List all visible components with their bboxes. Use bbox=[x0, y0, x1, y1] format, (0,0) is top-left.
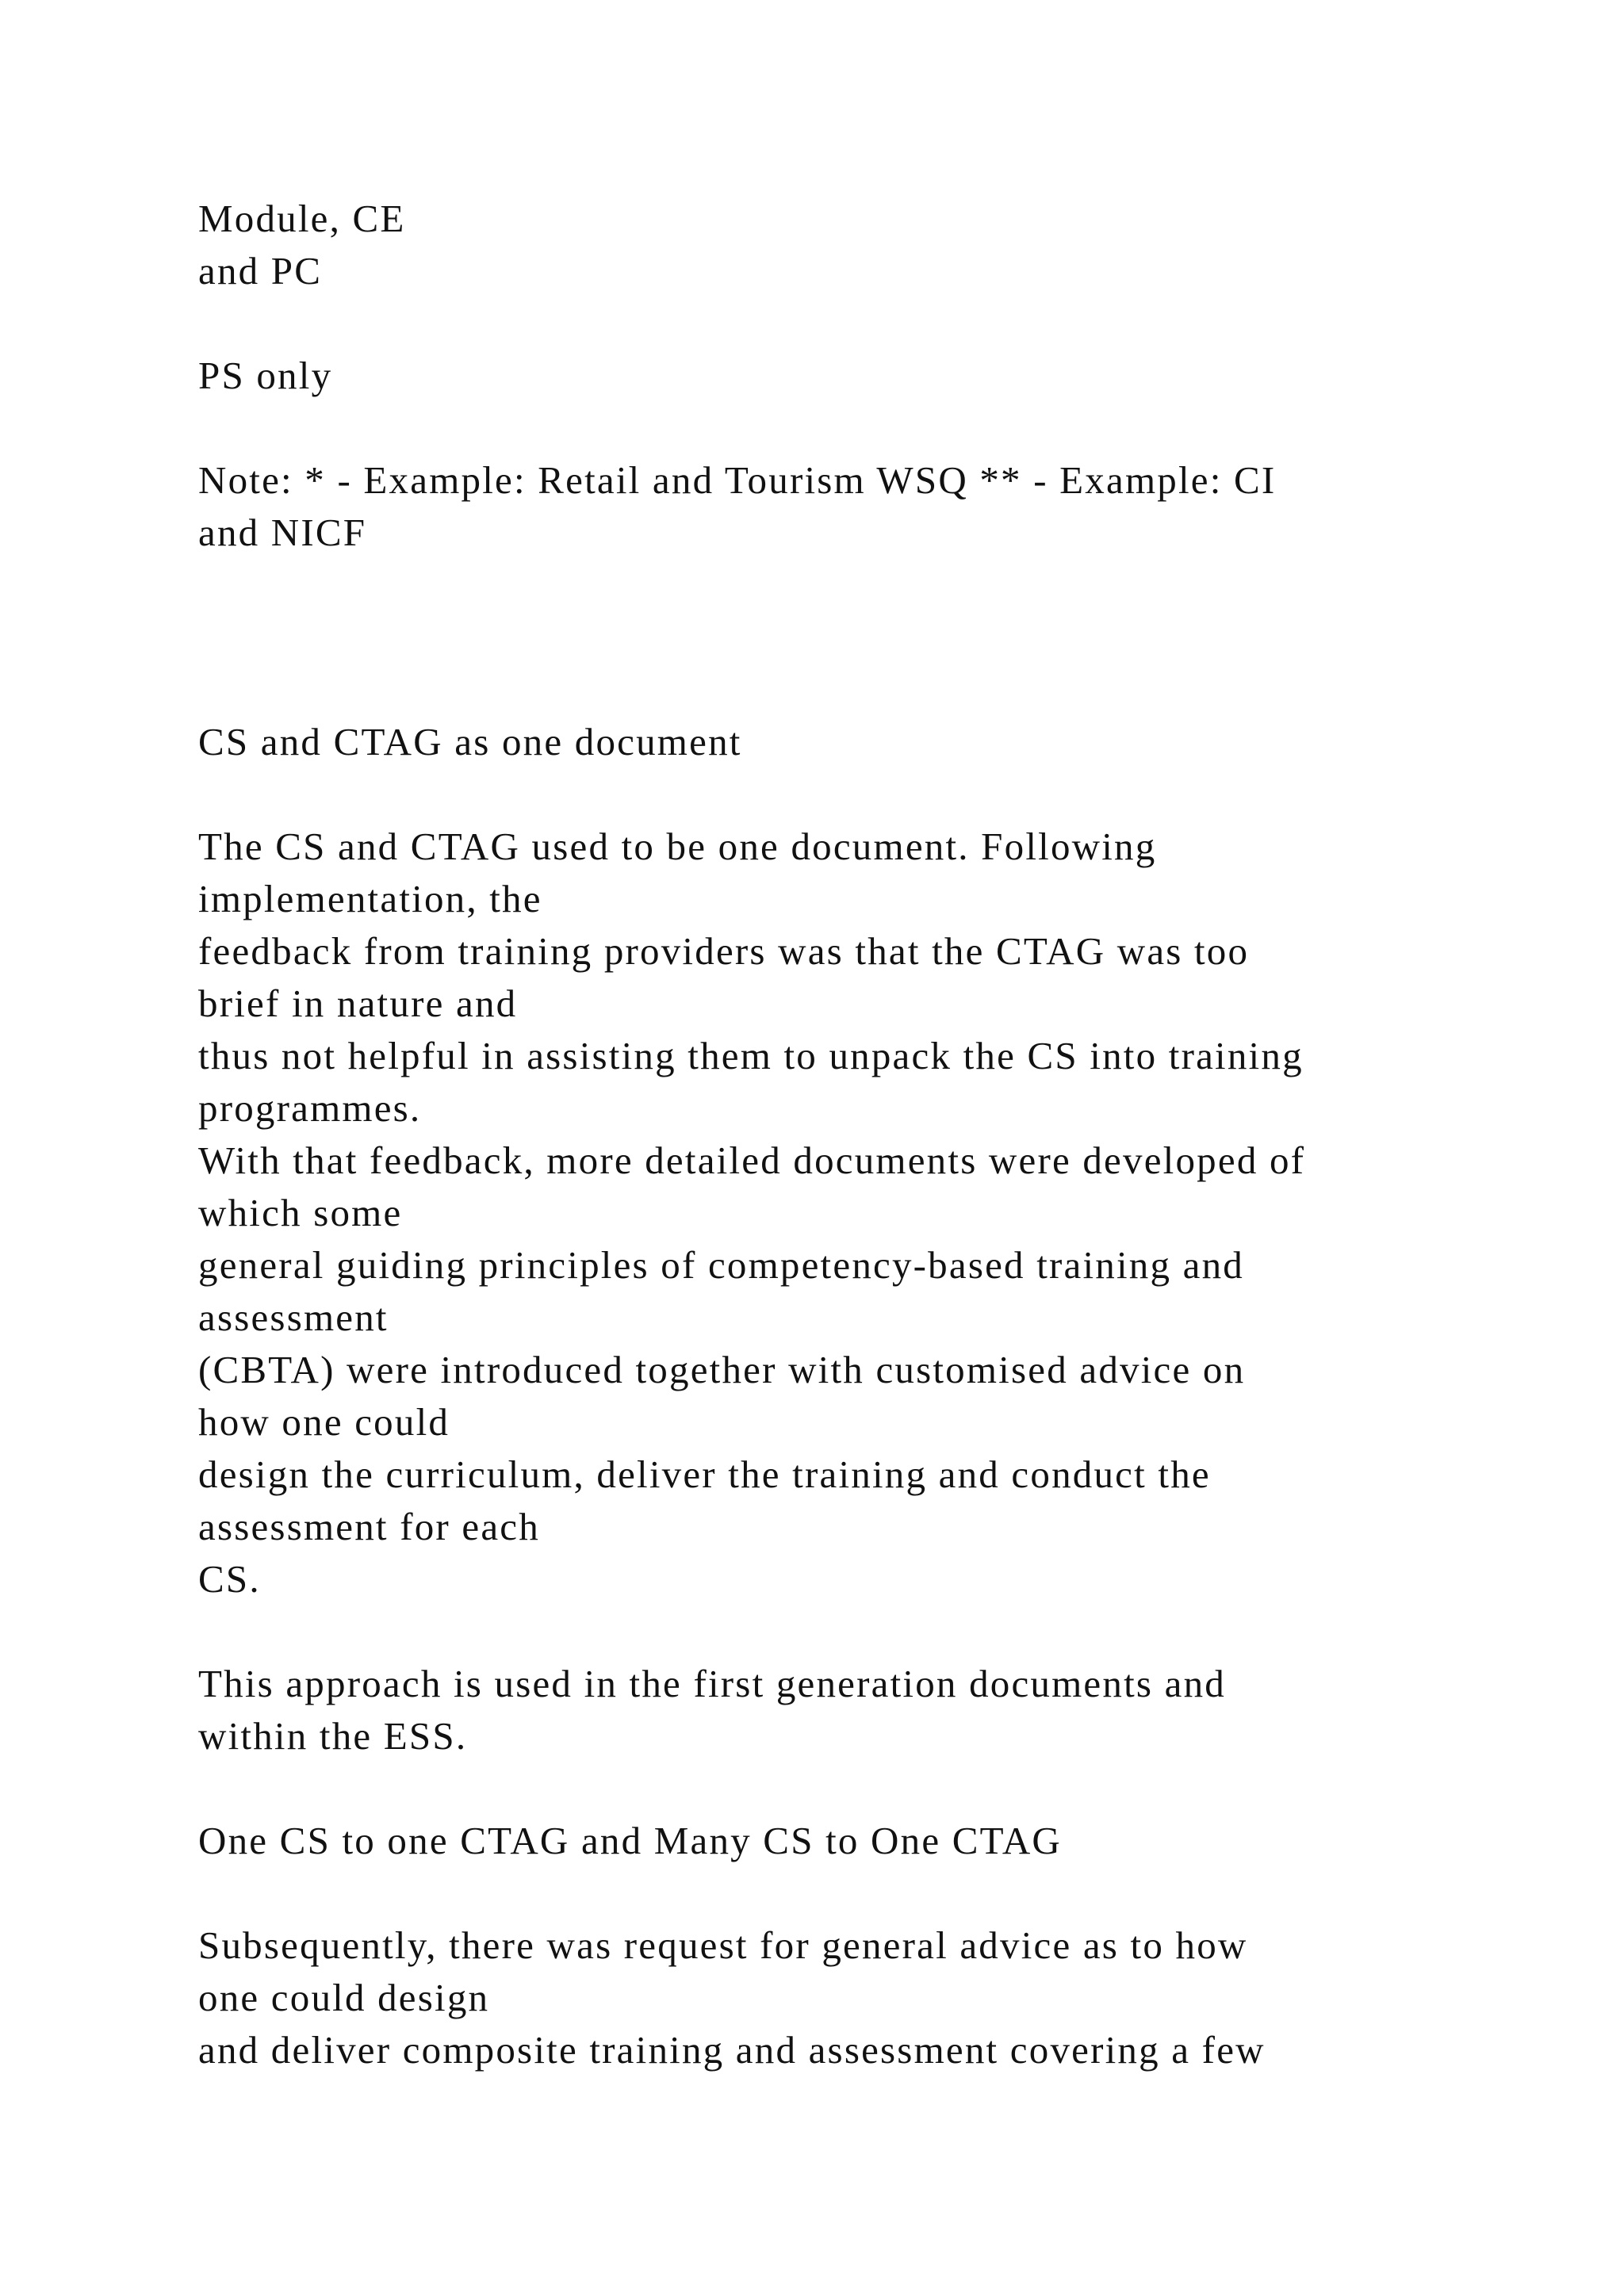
paragraph-line: This approach is used in the first generation documents and bbox=[198, 1662, 1226, 1705]
paragraph-line: design the curriculum, deliver the training and conduct the bbox=[198, 1452, 1211, 1496]
paragraph-line: which some bbox=[198, 1191, 403, 1234]
note-line: Note: * - Example: Retail and Tourism WSQ ** - Example: CI bbox=[198, 458, 1277, 502]
paragraph-line: feedback from training providers was that the CTAG was too bbox=[198, 929, 1250, 973]
paragraph-line: one could design bbox=[198, 1976, 490, 2019]
text-line: Module, CE bbox=[198, 197, 406, 240]
paragraph-line: how one could bbox=[198, 1400, 450, 1444]
paragraph-line: general guiding principles of competency-based training and bbox=[198, 1243, 1245, 1287]
paragraph-line: The CS and CTAG used to be one document. Following bbox=[198, 825, 1157, 868]
paragraph-line: within the ESS. bbox=[198, 1714, 468, 1758]
paragraph-line: CS. bbox=[198, 1557, 261, 1601]
note-line: and NICF bbox=[198, 511, 367, 554]
paragraph-line: (CBTA) were introduced together with customised advice on bbox=[198, 1348, 1246, 1391]
document-body bbox=[198, 193, 1483, 2076]
paragraph-line: assessment bbox=[198, 1295, 389, 1339]
paragraph-line: assessment for each bbox=[198, 1505, 540, 1548]
section-heading: One CS to one CTAG and Many CS to One CTAG bbox=[198, 1819, 1063, 1862]
paragraph-line: thus not helpful in assisting them to unpack the CS into training bbox=[198, 1034, 1304, 1077]
section-heading: CS and CTAG as one document bbox=[198, 720, 742, 763]
text-line: and PC bbox=[198, 249, 323, 293]
paragraph-line: programmes. bbox=[198, 1086, 422, 1130]
text-line: PS only bbox=[198, 354, 333, 397]
paragraph-line: brief in nature and bbox=[198, 982, 518, 1025]
paragraph-line: implementation, the bbox=[198, 877, 542, 920]
paragraph-line: Subsequently, there was request for general advice as to how bbox=[198, 1923, 1248, 1967]
paragraph-line: With that feedback, more detailed documents were developed of bbox=[198, 1138, 1306, 1182]
paragraph-line: and deliver composite training and assessment covering a few bbox=[198, 2028, 1266, 2072]
